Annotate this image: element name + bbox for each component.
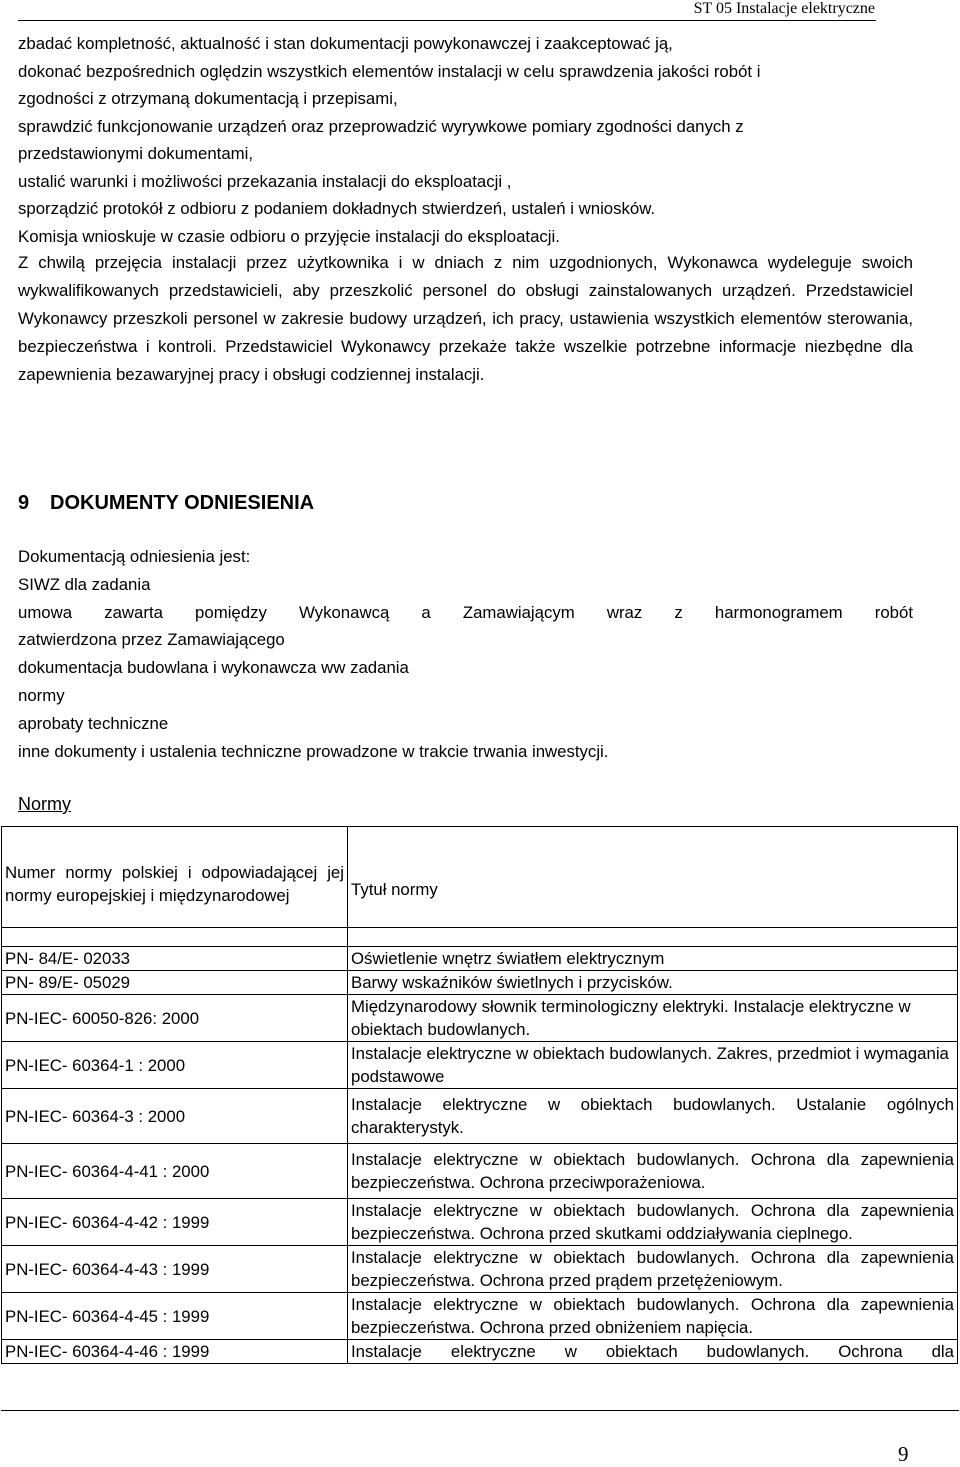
norm-number: PN-IEC- 60364-4-42 : 1999 [2,1199,348,1246]
norm-number: PN-IEC- 60364-3 : 2000 [2,1089,348,1144]
intro-line: zbadać kompletność, aktualność i stan dokumentacji powykonawczej i zaakceptować ją, [18,34,673,53]
table-row [2,971,958,995]
section-heading [18,492,314,515]
header-rule [18,20,876,21]
intro-line: sprawdzić funkcjonowanie urządzeń oraz przeprowadzić wyrywkowe pomiary zgodności danych z [18,116,744,136]
intro-line: przedstawionymi dokumentami, [18,144,254,163]
intro-block [18,30,913,250]
page-number: 9 [898,1442,909,1466]
table-spacer [2,928,958,947]
list-item: dokumentacja budowlana i wykonawcza ww zadania [18,658,409,678]
table-row [2,1246,958,1293]
norm-title: Międzynarodowy słownik terminologiczny elektryki. Instalacje elektryczne w obiektach budowlanych. [348,995,958,1042]
docs-intro: Dokumentacją odniesienia jest: [18,547,251,566]
norm-number: PN-IEC- 60364-4-43 : 1999 [2,1246,348,1293]
table-row [2,1089,958,1144]
intro-line: ustalić warunki i możliwości przekazania instalacji do eksploatacji , [18,171,512,191]
norm-title: Oświetlenie wnętrz światłem elektrycznym [348,947,958,971]
norm-title: Instalacje elektryczne w obiektach budowlanych. Ochrona dla zapewnienia bezpieczeństwa. Ochrona przed skutkami oddziaływania cieplnego. [348,1199,958,1246]
list-item: aprobaty techniczne [18,713,169,733]
norm-number: PN-IEC- 60364-1 : 2000 [2,1042,348,1089]
norm-number: PN- 84/E- 02033 [2,947,348,971]
norm-title: Instalacje elektryczne w obiektach budowlanych. Ochrona dla zapewnienia bezpieczeństwa. Ochrona przed prądem przetężeniowym. [348,1246,958,1293]
intro-line: Komisja wnioskuje w czasie odbioru o przyjęcie instalacji do eksploatacji. [18,226,560,246]
norm-number: PN-IEC- 60364-4-46 : 1999 [2,1340,348,1364]
list-item: SIWZ dla zadania [18,574,151,594]
section-title: DOKUMENTY ODNIESIENIA [50,492,315,514]
norm-title: Barwy wskaźników świetlnych i przycisków. [348,971,958,995]
reference-docs-list [18,543,913,765]
table-header-row [2,827,958,928]
intro-line: sporządzić protokół z odbioru z podaniem dokładnych stwierdzeń, ustaleń i wniosków. [18,199,656,218]
table-row [2,947,958,971]
table-row [2,1144,958,1199]
list-item: normy [18,685,65,705]
norm-title: Instalacje elektryczne w obiektach budowlanych. Ochrona dla [348,1340,958,1364]
intro-line: zgodności z otrzymaną dokumentacją i przepisami, [18,89,398,108]
normy-label: Normy [18,794,71,814]
table-row [2,1293,958,1340]
header-number-cell: Numer normy polskiej i odpowiadającej jej normy europejskiej i międzynarodowej [2,827,348,928]
norm-number: PN-IEC- 60364-4-41 : 2000 [2,1144,348,1199]
norm-title: Instalacje elektryczne w obiektach budowlanych. Zakres, przedmiot i wymagania podstawowe [348,1042,958,1089]
table-row [2,1199,958,1246]
intro-line: dokonać bezpośrednich oględzin wszystkich elementów instalacji w celu sprawdzenia jakości robót i [18,61,761,81]
table-row [2,995,958,1042]
training-paragraph: Z chwilą przejęcia instalacji przez użytkownika i w dniach z nim uzgodnionych, Wykonawca wydeleguje swoich wykwalifikowanych przedstawicieli, aby przeszkolić personel do obsługi zainstalowanych urządzeń. Przedstawiciel Wykonawcy przeszkoli personel w zakresie budowy urządzeń, ich pracy, ustawienia wszystkich elementów sterowania, bezpieczeństwa i kontroli. Przedstawiciel Wykonawcy przekaże także wszelkie potrzebne informacje niezbędne dla zapewnienia bezawaryjnej pracy i obsługi codziennej instalacji. [18,253,913,384]
table-row [2,1340,958,1364]
footer-rule [1,1410,959,1411]
norms-table [1,826,958,1364]
norm-title: Instalacje elektryczne w obiektach budowlanych. Ochrona dla zapewnienia bezpieczeństwa. Ochrona przeciwporażeniowa. [348,1144,958,1199]
norm-title: Instalacje elektryczne w obiektach budowlanych. Ochrona dla zapewnienia bezpieczeństwa. Ochrona przed obniżeniem napięcia. [348,1293,958,1340]
list-item: zatwierdzona przez Zamawiającego [18,630,285,650]
norm-number: PN-IEC- 60050-826: 2000 [2,995,348,1042]
table-row [2,1042,958,1089]
norm-number: PN- 89/E- 05029 [2,971,348,995]
list-item: inne dokumenty i ustalenia techniczne prowadzone w trakcie trwania inwestycji. [18,741,609,761]
header-title-cell: Tytuł normy [348,827,958,928]
section-number: 9 [18,492,30,514]
norm-number: PN-IEC- 60364-4-45 : 1999 [2,1293,348,1340]
running-header: ST 05 Instalacje elektryczne [693,0,875,17]
norm-title: Instalacje elektryczne w obiektach budowlanych. Ustalanie ogólnych charakterystyk. [348,1089,958,1144]
list-item: umowa zawarta pomiędzy Wykonawcą a Zamawiającym wraz z harmonogramem robót [18,602,913,622]
